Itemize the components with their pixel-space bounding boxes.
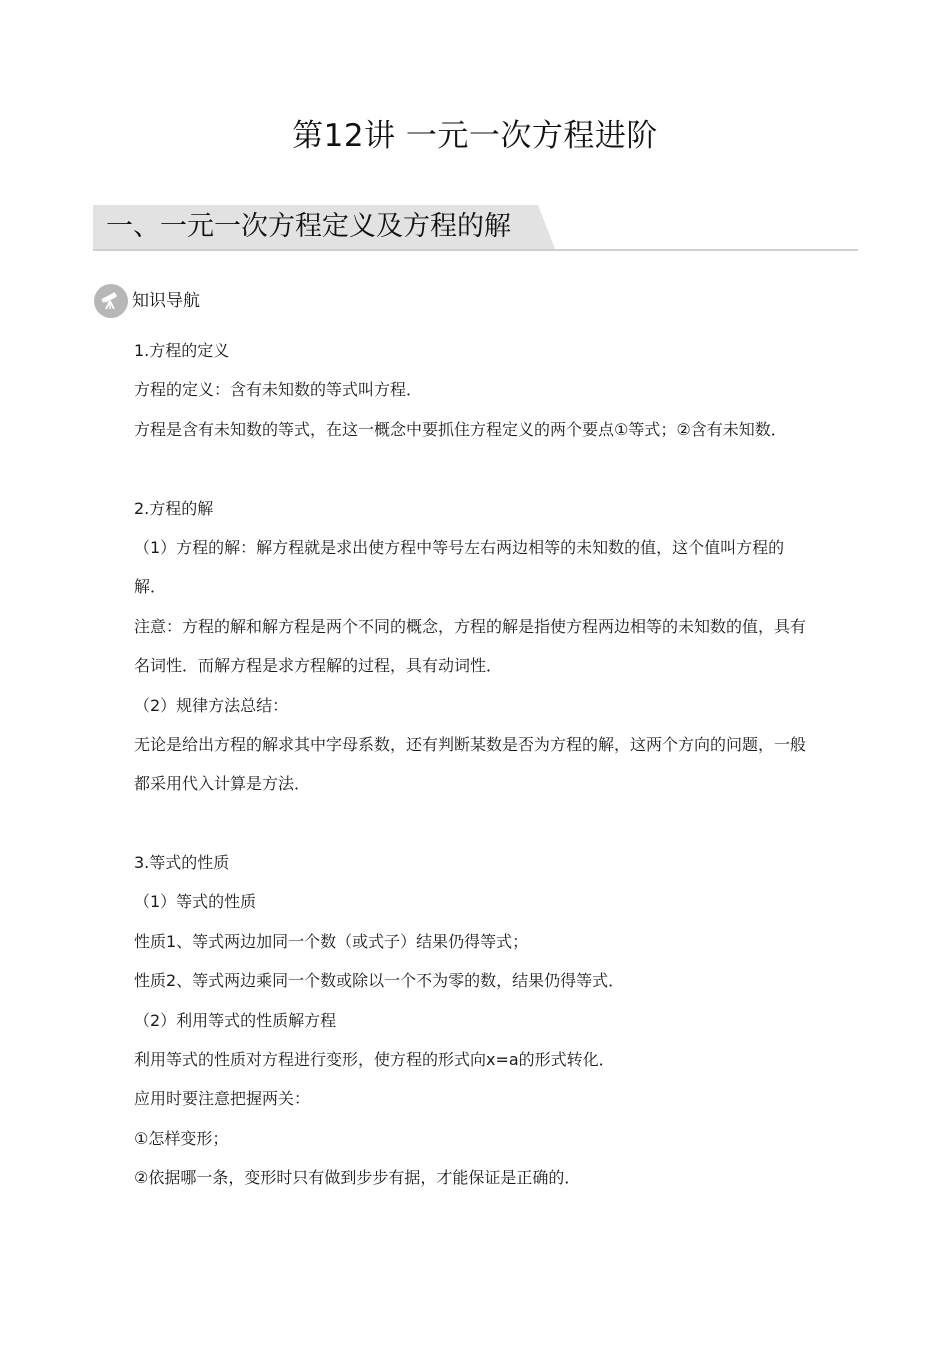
section-heading: 一、一元一次方程定义及方程的解 [106, 211, 511, 242]
blank-line [134, 449, 854, 488]
text-line: 方程是含有未知数的等式，在这一概念中要抓住方程定义的两个要点①等式；②含有未知数． [134, 419, 787, 439]
text-line: 应用时要注意把握两关： [134, 1089, 311, 1109]
text-line: 注意：方程的解和解方程是两个不同的概念，方程的解是指使方程两边相等的未知数的值，具有 [134, 616, 807, 636]
text-line: 利用等式的性质对方程进行变形，使方程的形式向x=a的形式转化． [134, 1050, 615, 1070]
text-line: （1）方程的解：解方程就是求出使方程中等号左右两边相等的未知数的值，这个值叫方程的 [134, 537, 785, 557]
section-header [93, 205, 858, 251]
text-line: 都采用代入计算是方法． [134, 774, 311, 794]
knowledge-nav-label: 知识导航 [132, 291, 200, 311]
text-line: 性质1、等式两边加同一个数（或式子）结果仍得等式； [134, 931, 529, 951]
text-line: 解． [134, 577, 167, 597]
blank-line [134, 804, 854, 843]
text-line: 无论是给出方程的解求其中字母系数，还有判断某数是否为方程的解，这两个方向的问题，一般 [134, 734, 807, 754]
text-line: 3.等式的性质 [134, 853, 230, 873]
text-line: ②依据哪一条，变形时只有做到步步有据，才能保证是正确的． [134, 1168, 581, 1188]
content-body [134, 331, 854, 1198]
text-line: 1.方程的定义 [134, 341, 230, 360]
knowledge-nav-header [94, 284, 200, 318]
text-line: ①怎样变形； [134, 1128, 229, 1148]
text-line: 2.方程的解 [134, 498, 214, 518]
text-line: 方程的定义：含有未知数的等式叫方程． [134, 380, 423, 400]
text-line: 性质2、等式两边乘同一个数或除以一个不为零的数，结果仍得等式． [134, 971, 625, 991]
text-line: （1）等式的性质 [134, 892, 257, 912]
telescope-icon [94, 284, 128, 318]
page-title: 第12讲 一元一次方程进阶 [292, 118, 658, 154]
text-line: （2）规律方法总结： [134, 695, 289, 715]
text-line: （2）利用等式的性质解方程 [134, 1010, 337, 1030]
text-line: 名词性．而解方程是求方程解的过程，具有动词性． [134, 656, 503, 676]
